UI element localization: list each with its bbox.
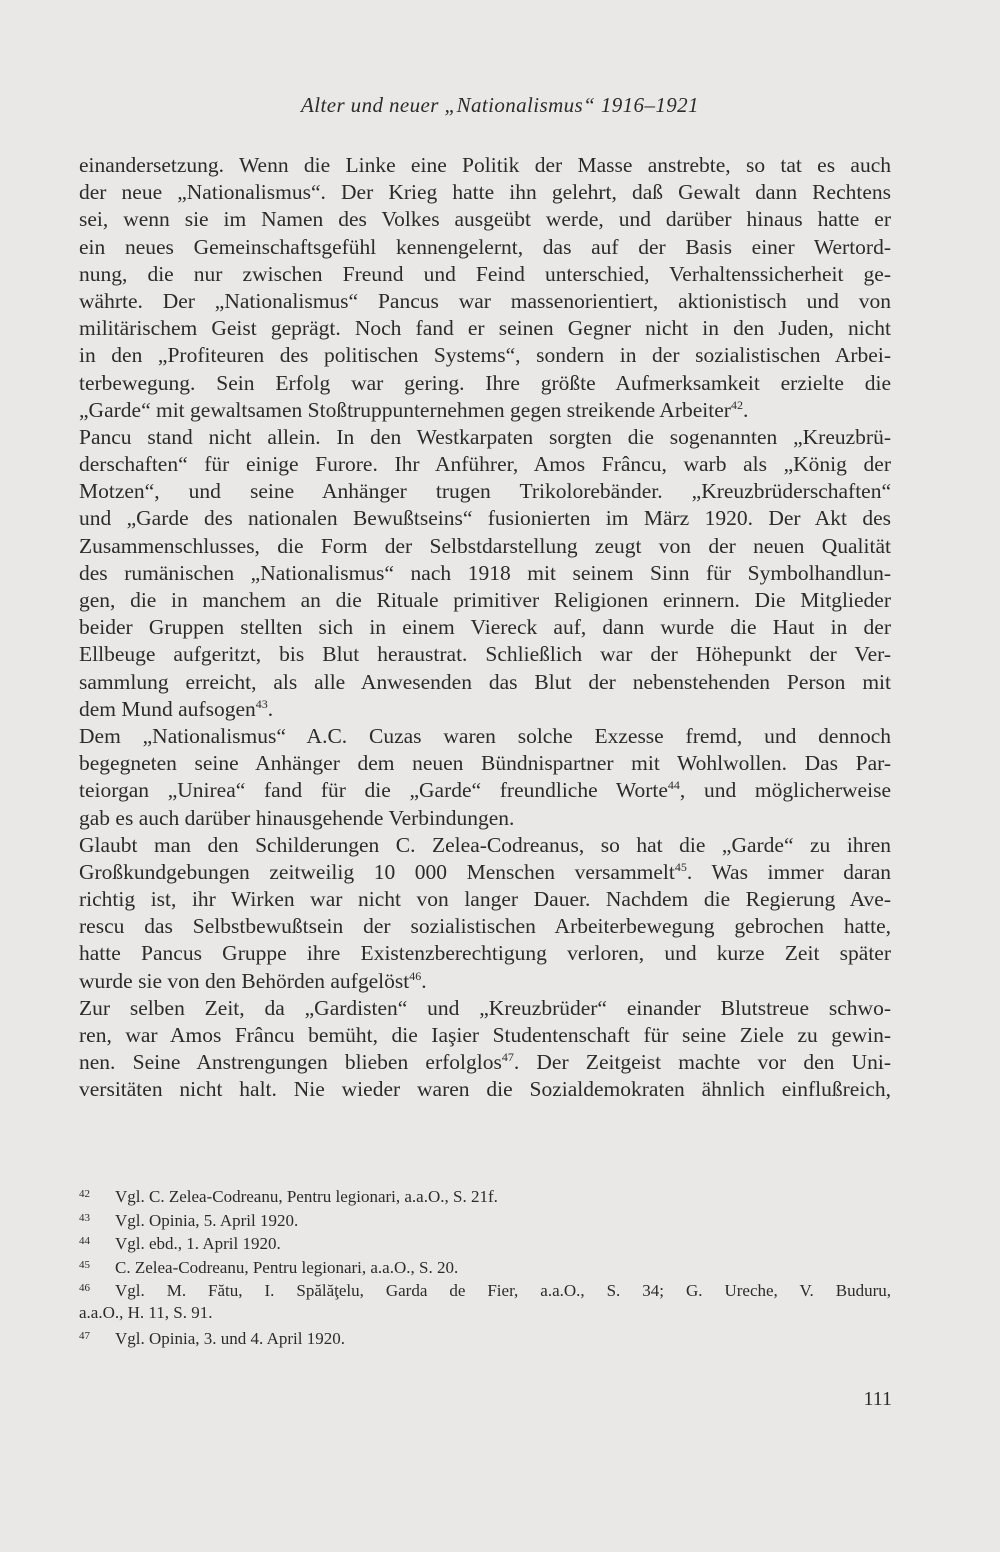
text-line: ein neues Gemeinschaftsgefühl kennengelernt, das auf der Basis einer Wertord-	[79, 234, 891, 259]
text-segment: wurde sie von den Behörden aufgelöst	[79, 968, 410, 993]
text-line: derschaften“ für einige Furore. Ihr Anführer, Amos Frâncu, warb als „König der	[79, 452, 891, 477]
text-line	[79, 397, 891, 424]
text-line: in den „Profiteuren des politischen Systems“, sondern in der sozialistischen Arbei-	[79, 343, 891, 368]
text-line	[79, 968, 891, 995]
text-line: Ellbeuge aufgeritzt, bis Blut heraustrat. Schließlich war der Höhepunkt der Ver-	[79, 642, 891, 667]
text-line	[79, 1049, 891, 1076]
footnote-ref[interactable]: 45	[674, 859, 687, 874]
text-line: nung, die nur zwischen Freund und Feind unterschied, Verhaltenssicherheit ge-	[79, 261, 891, 286]
footnote	[79, 1230, 891, 1254]
text-line: beider Gruppen stellten sich in einem Viereck auf, dann wurde die Haut in der	[79, 615, 891, 640]
footnote	[79, 1277, 891, 1301]
footnote-number: 45	[79, 1258, 90, 1271]
text-line: Zur selben Zeit, da „Gardisten“ und „Kreuzbrüder“ einander Blutstreue schwo-	[79, 995, 891, 1020]
footnote-ref[interactable]: 47	[501, 1050, 514, 1065]
footnote-text: Vgl. Opinia, 3. und 4. April 1920.	[115, 1328, 345, 1348]
text-segment: teiorgan „Unirea“ fand für die „Garde“ freundliche Worte	[79, 778, 668, 803]
text-line: des rumänischen „Nationalismus“ nach 1918 mit seinem Sinn für Symbolhandlun-	[79, 560, 891, 585]
text-line: richtig ist, ihr Wirken war nicht von langer Dauer. Nachdem die Regierung Ave-	[79, 887, 891, 912]
text-segment: . Was immer daran	[686, 859, 891, 884]
footnote-text: Vgl. M. Fătu, I. Spălăţelu, Garda de Fier, a.a.O., S. 34; G. Ureche, V. Buduru,	[115, 1281, 891, 1301]
footnotes	[79, 1183, 891, 1348]
text-segment: .	[742, 397, 749, 422]
footnote-ref[interactable]: 43	[255, 696, 268, 711]
footnote	[79, 1183, 891, 1207]
footnote-text: C. Zelea-Codreanu, Pentru legionari, a.a.O., S. 20.	[115, 1257, 459, 1277]
footnote-number: 43	[79, 1211, 90, 1224]
text-line: gab es auch darüber hinausgehende Verbindungen.	[79, 805, 515, 830]
text-line: Motzen“, und seine Anhänger trugen Trikolorebänder. „Kreuzbrüderschaften“	[79, 479, 891, 504]
text-segment: .	[421, 968, 427, 993]
footnote	[79, 1325, 891, 1349]
footnote-ref[interactable]: 42	[730, 397, 743, 412]
text-line	[79, 696, 891, 723]
footnote-text: Vgl. ebd., 1. April 1920.	[115, 1234, 281, 1254]
footnote-ref[interactable]: 44	[667, 778, 680, 793]
text-segment: Großkundgebungen zeitweilig 10 000 Menschen versammelt	[79, 859, 675, 884]
footnote-text: Vgl. C. Zelea-Codreanu, Pentru legionari, a.a.O., S. 21f.	[115, 1187, 498, 1206]
text-segment: „Garde“ mit gewaltsamen Stoßtruppunternehmen gegen streikende Arbeiter	[79, 397, 731, 422]
text-line: einandersetzung. Wenn die Linke eine Politik der Masse anstrebte, so tat es auch	[79, 153, 891, 177]
text-line: Zusammenschlusses, die Form der Selbstdarstellung zeugt von der neuen Qualität	[79, 533, 891, 558]
text-line	[79, 859, 891, 886]
text-line: militärischem Geist geprägt. Noch fand er seinen Gegner nicht in den Juden, nicht	[79, 316, 891, 341]
text-line: Dem „Nationalismus“ A.C. Cuzas waren solche Exzesse fremd, und dennoch	[79, 723, 891, 748]
footnote-number: 44	[79, 1235, 90, 1248]
text-line: begegneten seine Anhänger dem neuen Bündnispartner mit Wohlwollen. Das Par-	[79, 751, 891, 776]
text-segment: , und möglicherweise	[679, 778, 891, 803]
text-line: hatte Pancus Gruppe ihre Existenzberechtigung verloren, und kurze Zeit später	[79, 941, 891, 966]
text-line: der neue „Nationalismus“. Der Krieg hatte ihn gelehrt, daß Gewalt dann Rechtens	[79, 180, 891, 205]
text-line: und „Garde des nationalen Bewußtseins“ fusionierten im März 1920. Der Akt des	[79, 506, 891, 531]
text-segment: nen. Seine Anstrengungen blieben erfolglos	[79, 1050, 502, 1075]
footnote	[79, 1254, 891, 1278]
footnote-ref[interactable]: 46	[409, 968, 422, 983]
text-line: ren, war Amos Frâncu bemüht, die Iaşier Studentenschaft für seine Ziele zu gewin-	[79, 1023, 891, 1047]
main-text	[79, 152, 891, 1104]
footnote-number: 47	[79, 1329, 90, 1342]
text-line	[79, 777, 891, 804]
footnote-text: Vgl. Opinia, 5. April 1920.	[115, 1210, 299, 1230]
text-line: terbewegung. Sein Erfolg war gering. Ihre größte Aufmerksamkeit erzielte die	[79, 370, 891, 395]
running-header: Alter und neuer „Nationalismus“ 1916–1921	[301, 93, 699, 117]
footnote	[79, 1207, 891, 1231]
text-line: sammlung erreicht, als alle Anwesenden das Blut der nebenstehenden Person mit	[79, 669, 891, 694]
text-line: gen, die in manchem an die Rituale primitiver Religionen erinnern. Die Mitglieder	[79, 588, 891, 612]
text-line: Pancu stand nicht allein. In den Westkarpaten sorgten die sogenannten „Kreuzbrü-	[79, 424, 891, 449]
text-segment: dem Mund aufsogen	[79, 696, 256, 721]
text-segment: . Der Zeitgeist machte vor den Uni-	[513, 1050, 891, 1075]
text-line: versitäten nicht halt. Nie wieder waren die Sozialdemokraten ähnlich einflußreich,	[79, 1077, 891, 1102]
footnote-continuation: a.a.O., H. 11, S. 91.	[79, 1302, 213, 1322]
text-line: rescu das Selbstbewußtsein der sozialistischen Arbeiterbewegung gebrochen hatte,	[79, 914, 891, 939]
footnote-number: 42	[79, 1188, 90, 1200]
footnote-number: 46	[79, 1282, 90, 1295]
text-segment: .	[267, 696, 274, 721]
text-line: sei, wenn sie im Namen des Volkes ausgeübt werde, und darüber hinaus hatte er	[79, 207, 891, 232]
text-line: Glaubt man den Schilderungen C. Zelea-Codreanus, so hat die „Garde“ zu ihren	[79, 832, 891, 857]
text-line: währte. Der „Nationalismus“ Pancus war massenorientiert, aktionistisch und von	[79, 288, 891, 313]
page-number: 111	[863, 1388, 892, 1410]
